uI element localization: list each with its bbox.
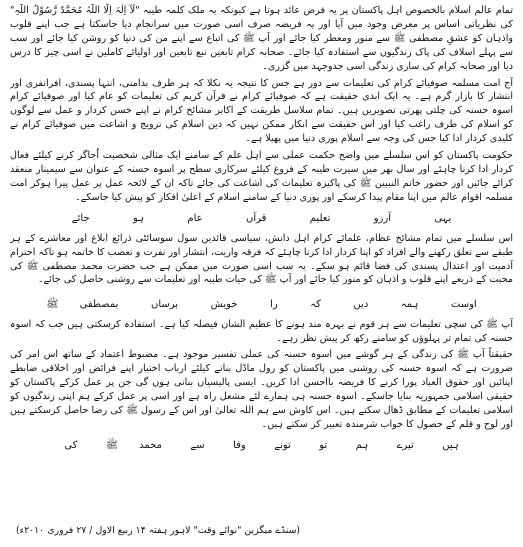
verse-word: کہ <box>310 299 321 311</box>
verse-3 <box>50 438 473 453</box>
verse-word: تونے <box>274 439 291 451</box>
source-citation: (سنڈے میگزین "نوائے وقت" لاہور ہفتہ ۱۴ ربیع الاول / ۲۷ فروری ۲۰۱۰ء) <box>16 525 301 536</box>
verse-word: برساں <box>150 299 179 311</box>
paragraph-2: آج امت مسلمہ صوفیائے کرام کی تعلیمات سے دور ہے جس کا نتیجہ یہ نکلا کہ ہر طرف بدامنی، انتہا پسندی، افراتفری اور انتشار کا بازار گرم ہے۔ یہ ایک ابدی حقیقت ہے کہ صوفیائے کرام نے قرآن کریم کی تعلیمات کو عام کیا اور صوفیائے کرام اسوہ حسنہ کی چلتی پھرتی تصویریں ہیں۔ تمام سلاسل طریقت کے اکابر مشائخ کرام نے اپنے حسن کردار و عمل سے لوگوں کو اسلام کی طرف راغب کیا اور اس حقیقت سے انکار ممکن نہیں کہ دین اسلام کی ترویج و اشاعت میں صوفیائے کرام نے کلیدی کردار ادا کیا جس کی وجہ سے اسلام پوری دنیا میں پھیلا ہے۔ <box>10 77 513 145</box>
verse-word: ہمہ <box>400 299 419 311</box>
verse-word: تعلیم <box>309 212 331 224</box>
verse-word: ہم <box>355 439 369 451</box>
paragraph-1: تمام عالم اسلام بالخصوص اہل پاکستان پر یہ فرض عائد ہوتا ہے کیونکہ یہ ملک کلمہ طیبہ "لَآ اِلٰہَ اِلَّا اللّٰہُ مُحَمَّدٌ رَّسُوْلُ اللّٰہِ" کی نظریاتی اساس پر معرض وجود میں آیا اور یہ فریضہ صرف اسی صورت میں سرانجام دیا جاسکتا ہے جب اپنے قلوب واذہان کو عشقِ مصطفی ﷺ سے منور ومعطر کیا جائے اور آپ ﷺ کی اتباع سے اپنے من کی دنیا کو روشن کیا جائے اور سب سے پہلے اسلاف کی پاک زندگیوں سے استفادہ کیا جائے۔ صحابہ کرام تابعین تبع تابعین اور اولیائے کاملین نے اسی چیز کا درس دیا اور صحابہ کرام کی ساری زندگی اسی جدوجہد میں گزری۔ <box>10 5 513 72</box>
article-page <box>10 4 513 539</box>
paragraph-5: آپ ﷺ کی سچی تعلیمات سے ہر قوم نے بہرہ مند ہونے کا عظیم الشان فیصلہ کیا ہے۔ استفادہ کرسکتی ہیں جب کہ اسوہ حسنہ کی تمام تر پہلوؤں کو سامنے رکھ کر پیش نظر رہے۔ <box>10 319 513 345</box>
verse-word: ہیں <box>442 439 459 451</box>
paragraph-6: حقیقتاً آپ ﷺ کی زندگی کے ہر گوشے میں اسوہ حسنہ کی عملی تفسیر موجود ہے۔ مضبوط اعتماد کے ساتھ اس امر کی ضرورت ہے کہ اسوہ حسنہ کی روشنی میں پاکستان کو رول ماڈل بنانے کیلئے ارباب اختیار اپنے فرائض اور اخلاقی ضابطے اپنائیں اور حقوق العباد پورا کرنے کا فریضہ بااحسن ادا کریں۔ ایسی پالیسیاں بنانی ہوں گی جن پر عمل کرکے پاکستان کو حقیقی اسلامی جمہوریہ بنایا جاسکے۔ اسوہ حسنہ ہی ہمارے لئے مشعل راہ ہے اور اسی پر عمل کرکے ہم اپنی زندگیوں کو اسلامی تعلیمات کے مطابق ڈھال سکتے ہیں۔ اس کاوش سے ہم اللہ تعالیٰ اور اس کے رسول ﷺ کی رضا حاصل کرسکتے ہیں اور لوح و قلم کے حصول کا خواب شرمندہ تعبیر کر سکتے ہیں۔ <box>10 349 513 430</box>
verse-word: عام <box>187 212 203 224</box>
verse-word: وفا <box>233 439 246 451</box>
verse-word: خویش <box>210 299 238 311</box>
verse-2 <box>30 297 493 312</box>
verse-word: دیں <box>353 299 369 311</box>
verse-1 <box>50 211 473 226</box>
verse-word: اوست <box>450 299 477 311</box>
verse-word: سے <box>190 439 205 451</box>
verse-word: یہی <box>434 212 452 224</box>
verse-word: ہو <box>133 212 145 224</box>
paragraph-4: اس سلسلے میں تمام مشائخ عظام، علمائے کرام اہل دانش، سیاسی قائدین سول سوسائٹی ذرائع ابلاغ اور معاشرے کے ہر طبقے سے تعلق رکھنے والے افراد کو اپنا کردار ادا کرنا چاہئے کہ فرقہ واریت، انتشار اور نفرت و تعصب کا خاتمہ ہو تاکہ احترام آدمیت اور اعتدال پسندی کی فضا قائم ہو سکے۔ یہ سب اسی صورت میں ممکن ہے جب حضرت محمد مصطفی ﷺ کی محبت کے ذریعے اپنے قلوب و اذہان کو منور کیا جائے اور آپ ﷺ کی حیات طیبہ اور تعلیمات سے روشنی حاصل کی جائے۔ <box>10 232 513 286</box>
verse-word: تیرے <box>396 439 414 451</box>
verse-word: محمد ﷺ <box>105 439 162 451</box>
verse-word: کی <box>64 439 78 451</box>
paragraph-3: حکومت پاکستان کو اس سلسلے میں واضح حکمت عملی سے اہل علم کے سامنے ایک مثالی شخصیت اُجاگر کرنے کیلئے فعال کردار ادا کرنا چاہئے اور سال بھر میں سیرت طیبہ کے فروغ کیلئے سرکاری سطح پر اسوہ حسنہ کے عنوان سے سیمینار منعقد کرائے جائیں اور حضور خاتم النبیین ﷺ کی پاکیزہ تعلیمات کی اشاعت کی جائے تاکہ ان کے لائحہ عمل پر عمل پیرا ہوکر امت مسلمہ اقوام عالم میں اپنا مقام پیدا کرسکے اور پوری دنیا کے سامنے اسلام کے اعلیٰ افکار کو پیش کیا جاسکے۔ <box>10 150 513 203</box>
verse-word: قرآں <box>245 212 267 224</box>
verse-word: را <box>270 299 278 311</box>
verse-word: جائے <box>71 212 90 224</box>
verse-word: آرزو <box>373 212 391 224</box>
verse-word: تو <box>319 439 328 451</box>
verse-word: بمصطفی ﷺ <box>46 299 119 311</box>
